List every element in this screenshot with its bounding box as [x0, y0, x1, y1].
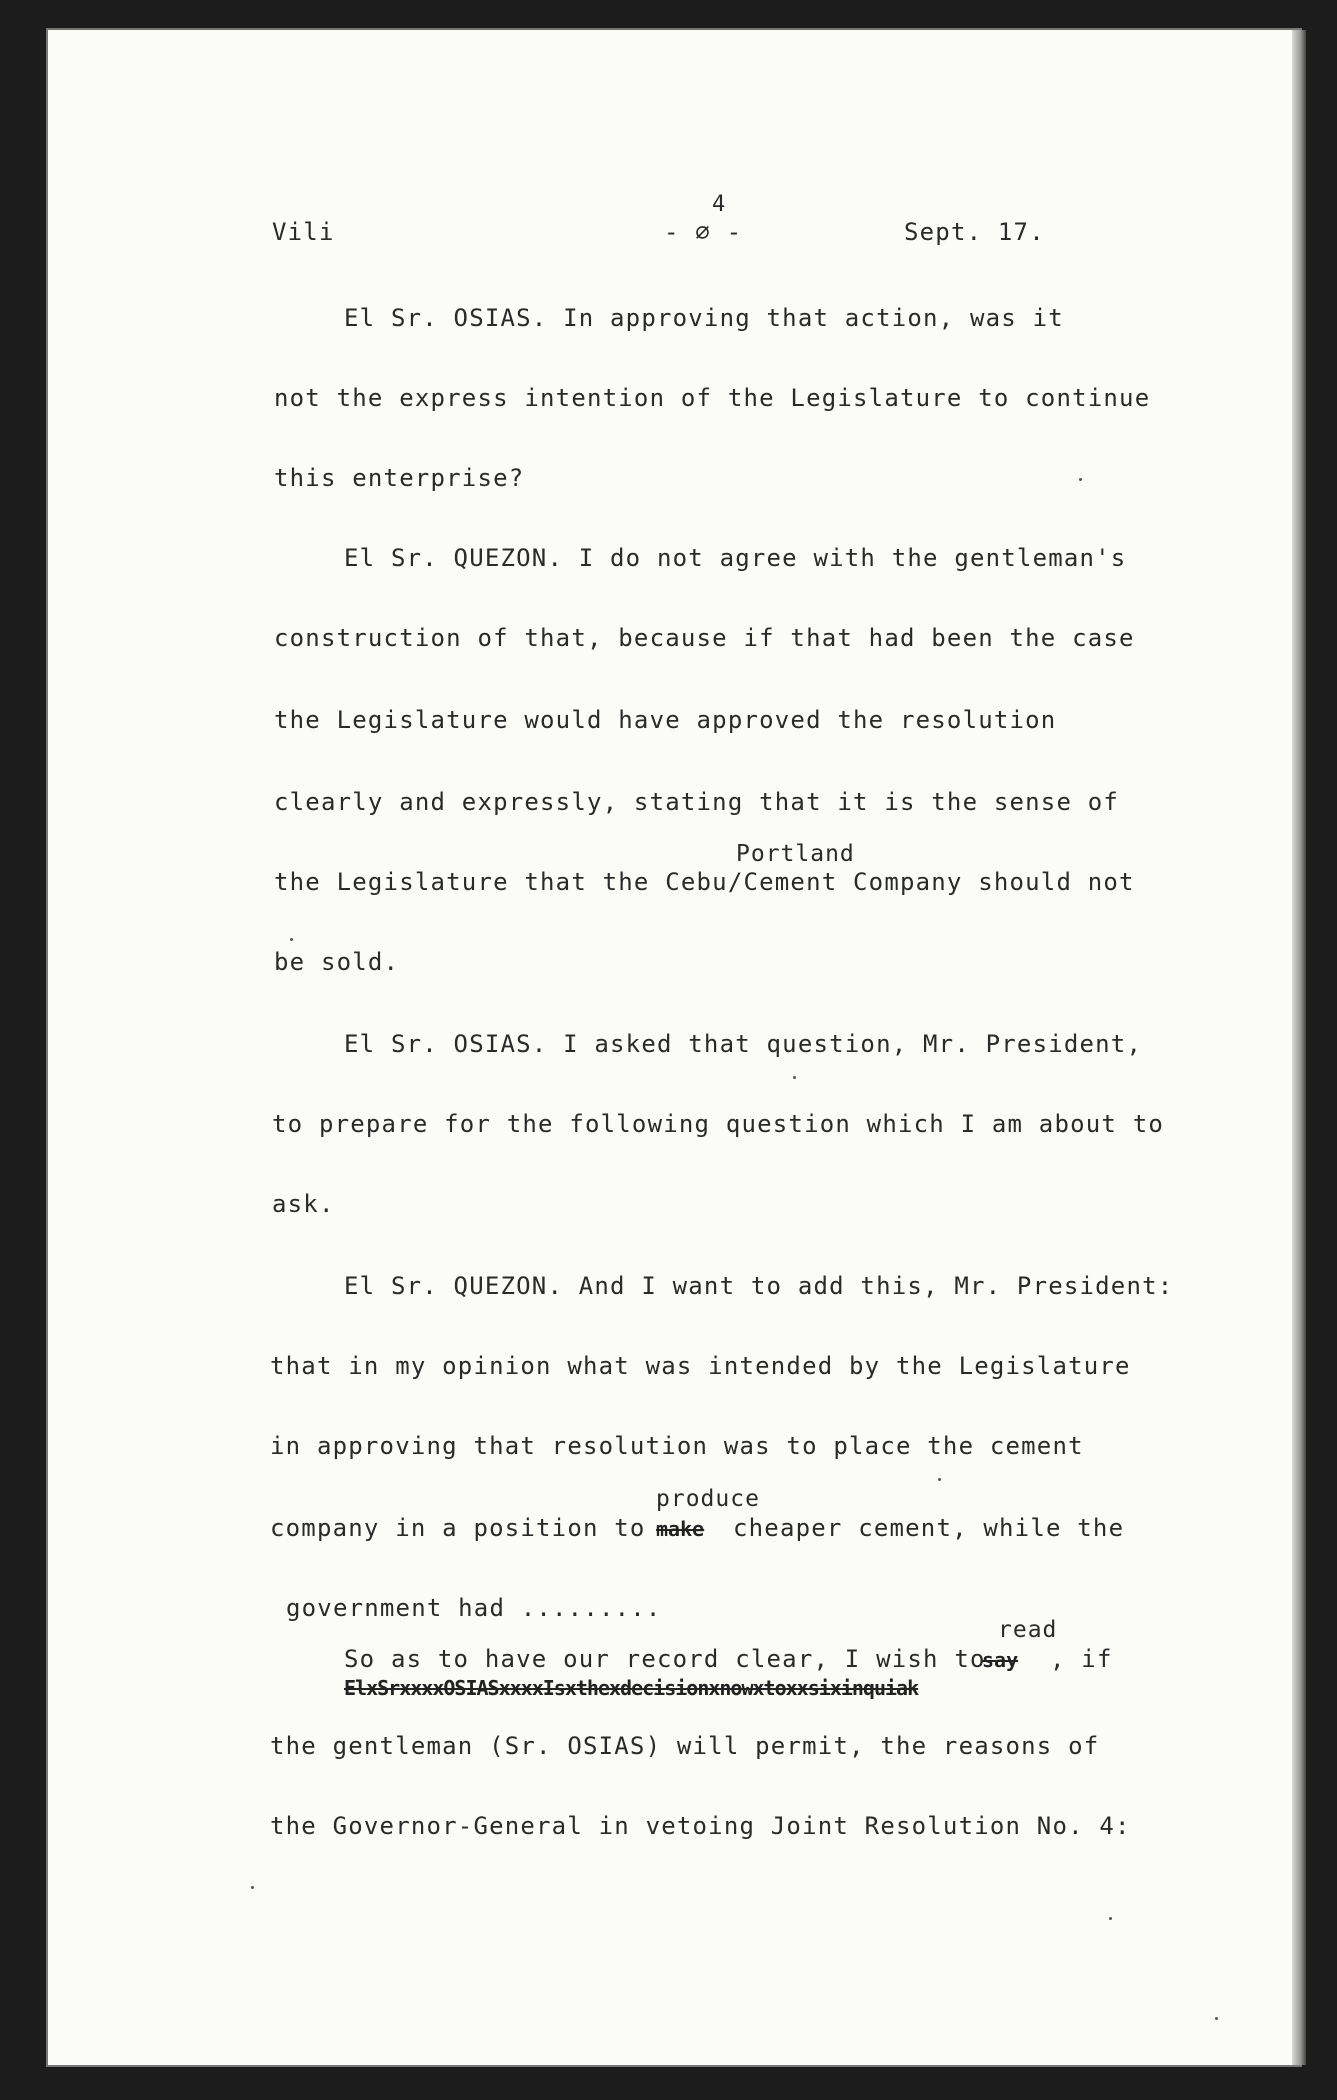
page-number-inserted: 4 — [712, 192, 727, 217]
inserted-word: read — [998, 1617, 1058, 1643]
inserted-word: Portland — [736, 841, 855, 867]
text-line: the Governor-General in vetoing Joint Resolution No. 4: — [270, 1812, 1131, 1840]
text-line: be sold. — [274, 948, 400, 976]
text-line: El Sr. QUEZON. And I want to add this, Mr. President: — [344, 1272, 1174, 1300]
speck — [251, 1886, 254, 1889]
page-edge — [1292, 30, 1306, 2065]
text-line: the Legislature would have approved the resolution — [274, 706, 1057, 734]
text-line: , if — [1050, 1645, 1113, 1673]
header-date: Sept. 17. — [904, 218, 1045, 246]
xed-out-line: ElxSrxxxxOSIASxxxxIsxthexdecisionxnowxtoxxsixinquiak — [344, 1676, 919, 1700]
text-line: this enterprise? — [274, 464, 525, 492]
text-line: the gentleman (Sr. OSIAS) will permit, the reasons of — [270, 1732, 1100, 1760]
text-line: to prepare for the following question which I am about to — [272, 1110, 1165, 1138]
inserted-word: produce — [656, 1486, 760, 1512]
text-line: in approving that resolution was to place the cement — [270, 1432, 1084, 1460]
page-number: - ∅ - — [664, 218, 743, 246]
text-line: government had ......... — [286, 1594, 662, 1622]
text-line: El Sr. OSIAS. In approving that action, was it — [344, 304, 1064, 332]
speck — [290, 938, 293, 941]
text-line: El Sr. OSIAS. I asked that question, Mr. President, — [344, 1030, 1143, 1058]
text-line: that in my opinion what was intended by the Legislature — [270, 1352, 1131, 1380]
text-line: El Sr. QUEZON. I do not agree with the gentleman's — [344, 544, 1127, 572]
text-line: ask. — [272, 1190, 335, 1218]
speck — [1079, 478, 1082, 481]
speck — [1109, 1917, 1112, 1920]
header-left: Vili — [272, 218, 335, 246]
text-line: the Legislature that the Cebu/Cement Company should not — [274, 868, 1135, 896]
text-line: clearly and expressly, stating that it is the sense of — [274, 788, 1120, 816]
struck-word: make — [656, 1517, 705, 1541]
text-line: cheaper cement, while the — [733, 1514, 1125, 1542]
text-line: company in a position to — [270, 1514, 646, 1542]
speck — [938, 1478, 941, 1481]
text-line: construction of that, because if that had been the case — [274, 624, 1135, 652]
struck-word: say — [982, 1648, 1019, 1672]
text-line: not the express intention of the Legislature to continue — [274, 384, 1151, 412]
speck — [793, 1076, 796, 1079]
text-line: So as to have our record clear, I wish to — [344, 1645, 986, 1673]
speck — [1215, 2017, 1218, 2020]
